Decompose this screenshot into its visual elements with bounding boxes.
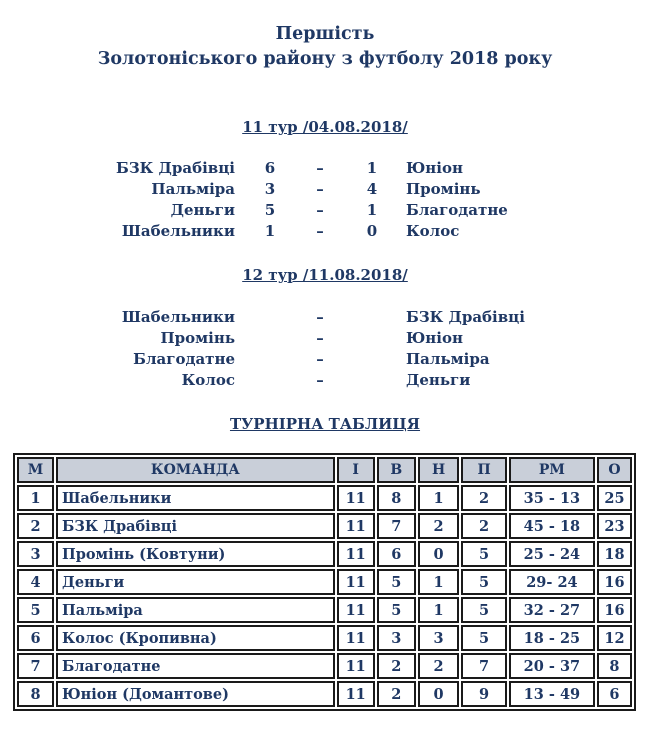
table-row	[17, 597, 632, 623]
title-line-1: Першість	[275, 24, 375, 44]
cell-team: Благодатне	[56, 653, 335, 679]
away-team: БЗК Драбівці	[406, 308, 525, 326]
cell-played: 11	[337, 625, 375, 651]
home-score: 5	[264, 201, 276, 219]
fixture-separator: –	[316, 329, 324, 347]
round-12-heading: 12 тур /11.08.2018/	[242, 266, 408, 284]
cell-draws: 2	[418, 653, 459, 679]
cell-points: 25	[597, 485, 632, 511]
cell-wins: 2	[377, 681, 416, 707]
cell-team: Промінь (Ковтуни)	[56, 541, 335, 567]
cell-points: 16	[597, 569, 632, 595]
cell-goals: 13 - 49	[509, 681, 595, 707]
column-header-draws: Н	[418, 457, 459, 483]
cell-played: 11	[337, 513, 375, 539]
column-header-goals: РМ	[509, 457, 595, 483]
away-team: Благодатне	[406, 201, 508, 219]
score-separator: –	[316, 222, 324, 240]
cell-place: 7	[17, 653, 54, 679]
cell-losses: 7	[461, 653, 507, 679]
cell-goals: 45 - 18	[509, 513, 595, 539]
fixture-separator: –	[316, 371, 324, 389]
cell-losses: 9	[461, 681, 507, 707]
home-team: Благодатне	[133, 350, 235, 368]
cell-goals: 20 - 37	[509, 653, 595, 679]
cell-points: 23	[597, 513, 632, 539]
cell-played: 11	[337, 541, 375, 567]
cell-wins: 3	[377, 625, 416, 651]
away-team: Промінь	[406, 180, 481, 198]
cell-played: 11	[337, 569, 375, 595]
fixture-row	[0, 307, 650, 328]
score-separator: –	[316, 201, 324, 219]
cell-goals: 25 - 24	[509, 541, 595, 567]
away-team: Юніон	[406, 159, 463, 177]
cell-place: 8	[17, 681, 54, 707]
cell-points: 12	[597, 625, 632, 651]
standings-heading: ТУРНІРНА ТАБЛИЦЯ	[229, 415, 421, 433]
away-score: 0	[366, 222, 378, 240]
fixture-row	[0, 328, 650, 349]
cell-losses: 5	[461, 541, 507, 567]
cell-draws: 2	[418, 513, 459, 539]
home-score: 3	[264, 180, 276, 198]
cell-place: 1	[17, 485, 54, 511]
cell-wins: 5	[377, 569, 416, 595]
home-team: Колос	[181, 371, 235, 389]
match-row	[0, 221, 650, 242]
score-separator: –	[316, 159, 324, 177]
cell-draws: 3	[418, 625, 459, 651]
home-score: 1	[264, 222, 276, 240]
table-row	[17, 513, 632, 539]
cell-place: 3	[17, 541, 54, 567]
cell-wins: 7	[377, 513, 416, 539]
column-header-played: І	[337, 457, 375, 483]
cell-team: БЗК Драбівці	[56, 513, 335, 539]
cell-goals: 35 - 13	[509, 485, 595, 511]
cell-played: 11	[337, 597, 375, 623]
cell-place: 2	[17, 513, 54, 539]
match-row	[0, 158, 650, 179]
cell-losses: 5	[461, 569, 507, 595]
cell-wins: 6	[377, 541, 416, 567]
home-team: БЗК Драбівці	[116, 159, 235, 177]
table-row	[17, 569, 632, 595]
away-score: 1	[366, 159, 378, 177]
standings-table	[13, 453, 636, 711]
cell-points: 16	[597, 597, 632, 623]
table-row	[17, 681, 632, 707]
home-score: 6	[264, 159, 276, 177]
fixture-separator: –	[316, 350, 324, 368]
cell-draws: 1	[418, 597, 459, 623]
cell-points: 6	[597, 681, 632, 707]
away-team: Пальміра	[406, 350, 490, 368]
cell-goals: 18 - 25	[509, 625, 595, 651]
home-team: Промінь	[160, 329, 235, 347]
cell-team: Юніон (Домантове)	[56, 681, 335, 707]
away-score: 4	[366, 180, 378, 198]
cell-place: 5	[17, 597, 54, 623]
column-header-losses: П	[461, 457, 507, 483]
home-team: Пальміра	[151, 180, 235, 198]
fixture-row	[0, 349, 650, 370]
cell-draws: 0	[418, 681, 459, 707]
cell-place: 6	[17, 625, 54, 651]
title-line-2: Золотоніського району з футболу 2018 року	[97, 49, 553, 69]
cell-wins: 2	[377, 653, 416, 679]
cell-place: 4	[17, 569, 54, 595]
table-row	[17, 541, 632, 567]
cell-played: 11	[337, 681, 375, 707]
cell-team: Деньги	[56, 569, 335, 595]
home-team: Шабельники	[121, 222, 235, 240]
cell-wins: 8	[377, 485, 416, 511]
fixture-row	[0, 370, 650, 391]
away-score: 1	[366, 201, 378, 219]
score-separator: –	[316, 180, 324, 198]
column-header-team: КОМАНДА	[56, 457, 335, 483]
column-header-points: О	[597, 457, 632, 483]
cell-team: Колос (Кропивна)	[56, 625, 335, 651]
table-row	[17, 653, 632, 679]
cell-draws: 1	[418, 485, 459, 511]
away-team: Колос	[406, 222, 460, 240]
cell-losses: 2	[461, 513, 507, 539]
table-row	[17, 625, 632, 651]
home-team: Деньги	[170, 201, 235, 219]
table-row	[17, 485, 632, 511]
column-header-wins: В	[377, 457, 416, 483]
cell-team: Шабельники	[56, 485, 335, 511]
cell-team: Пальміра	[56, 597, 335, 623]
away-team: Деньги	[406, 371, 471, 389]
cell-wins: 5	[377, 597, 416, 623]
cell-points: 18	[597, 541, 632, 567]
cell-losses: 5	[461, 625, 507, 651]
home-team: Шабельники	[121, 308, 235, 326]
standings-header-row	[17, 457, 632, 483]
cell-losses: 5	[461, 597, 507, 623]
cell-points: 8	[597, 653, 632, 679]
cell-goals: 29- 24	[509, 569, 595, 595]
round-11-heading: 11 тур /04.08.2018/	[242, 118, 408, 136]
cell-losses: 2	[461, 485, 507, 511]
match-row	[0, 200, 650, 221]
match-row	[0, 179, 650, 200]
cell-played: 11	[337, 485, 375, 511]
cell-played: 11	[337, 653, 375, 679]
fixture-separator: –	[316, 308, 324, 326]
column-header-place: М	[17, 457, 54, 483]
away-team: Юніон	[406, 329, 463, 347]
cell-draws: 0	[418, 541, 459, 567]
cell-draws: 1	[418, 569, 459, 595]
cell-goals: 32 - 27	[509, 597, 595, 623]
